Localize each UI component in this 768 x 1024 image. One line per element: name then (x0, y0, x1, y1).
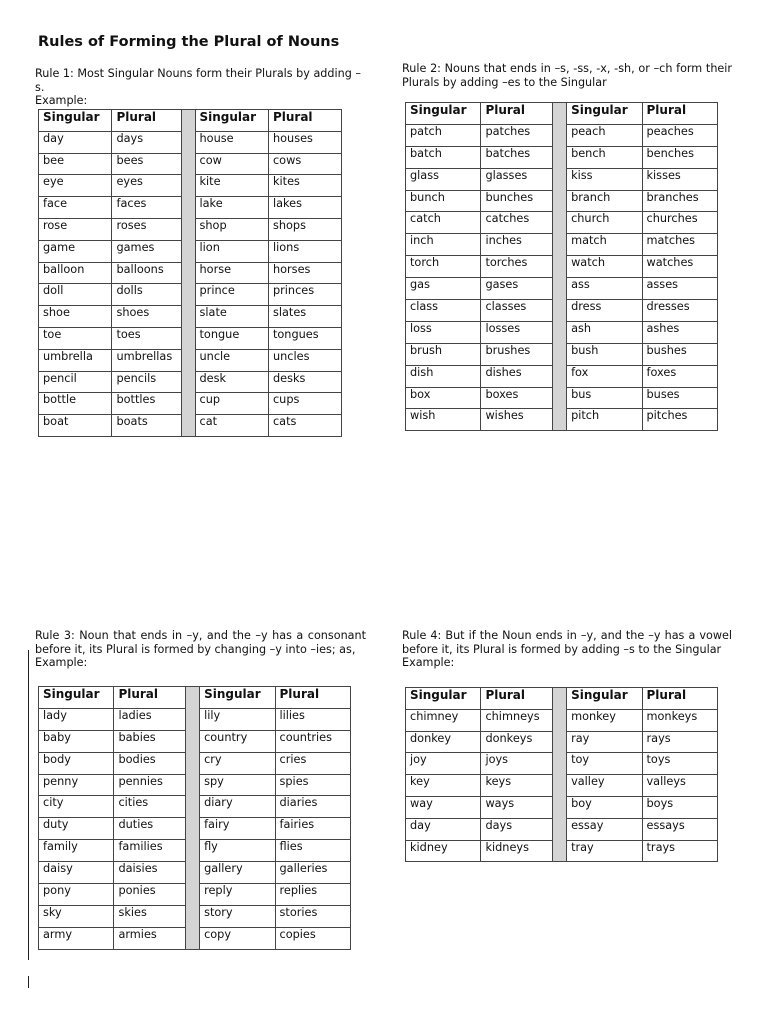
singular-cell: prince (195, 284, 268, 306)
plural-cell: duties (114, 818, 185, 840)
plural-cell: flies (275, 840, 351, 862)
singular-cell: gas (406, 278, 481, 300)
singular-cell: bee (39, 153, 112, 175)
plural-cell: essays (642, 818, 718, 840)
singular-cell: bottle (39, 393, 112, 415)
singular-cell: lake (195, 197, 268, 219)
table-header-row (39, 110, 342, 132)
plural-header: Plural (112, 110, 182, 132)
column-divider (185, 687, 199, 950)
singular-cell: diary (200, 796, 275, 818)
singular-cell: toy (567, 753, 642, 775)
plural-cell: balloons (112, 262, 182, 284)
plural-cell: chimneys (481, 709, 552, 731)
singular-cell: kidney (406, 840, 481, 862)
plural-cell: stories (275, 905, 351, 927)
plural-cell: pennies (114, 774, 185, 796)
singular-cell: fairy (200, 818, 275, 840)
singular-cell: story (200, 905, 275, 927)
plural-cell: families (114, 840, 185, 862)
singular-cell: batch (406, 146, 481, 168)
singular-header: Singular (406, 688, 481, 710)
table-header-row (406, 103, 718, 125)
plural-cell: pencils (112, 371, 182, 393)
plural-cell: skies (114, 905, 185, 927)
plural-cell: inches (481, 234, 552, 256)
singular-cell: bench (567, 146, 642, 168)
plural-cell: lilies (275, 708, 351, 730)
singular-cell: house (195, 131, 268, 153)
plural-cell: bottles (112, 393, 182, 415)
plural-header: Plural (481, 103, 552, 125)
rule-1-example-label: Example: (35, 94, 88, 107)
plural-cell: boys (642, 796, 718, 818)
singular-cell: joy (406, 753, 481, 775)
plural-cell: kisses (642, 168, 718, 190)
singular-cell: kite (195, 175, 268, 197)
plural-header: Plural (481, 688, 552, 710)
plural-cell: rays (642, 731, 718, 753)
plural-cell: days (481, 818, 552, 840)
plural-cell: glasses (481, 168, 552, 190)
column-divider (552, 688, 566, 862)
plural-cell: toys (642, 753, 718, 775)
plural-cell: cows (268, 153, 341, 175)
singular-cell: cry (200, 752, 275, 774)
page-title: Rules of Forming the Plural of Nouns (38, 34, 340, 50)
singular-cell: lion (195, 240, 268, 262)
plural-cell: keys (481, 775, 552, 797)
plural-cell: boxes (481, 387, 552, 409)
plural-cell: babies (114, 730, 185, 752)
plural-cell: spies (275, 774, 351, 796)
plural-cell: catches (481, 212, 552, 234)
plural-cell: umbrellas (112, 349, 182, 371)
singular-cell: valley (567, 775, 642, 797)
singular-cell: tongue (195, 327, 268, 349)
plural-cell: churches (642, 212, 718, 234)
singular-cell: lily (200, 708, 275, 730)
margin-line (28, 650, 29, 960)
singular-cell: toe (39, 327, 112, 349)
singular-cell: loss (406, 321, 481, 343)
plural-cell: galleries (275, 862, 351, 884)
plural-cell: ashes (642, 321, 718, 343)
plural-cell: patches (481, 124, 552, 146)
plural-cell: bees (112, 153, 182, 175)
singular-cell: lady (39, 708, 114, 730)
singular-cell: ray (567, 731, 642, 753)
plural-cell: classes (481, 300, 552, 322)
plural-cell: toes (112, 327, 182, 349)
plural-cell: armies (114, 927, 185, 949)
table-header-row (406, 688, 718, 710)
singular-cell: bus (567, 387, 642, 409)
singular-cell: fox (567, 365, 642, 387)
plural-cell: bodies (114, 752, 185, 774)
plural-cell: ponies (114, 884, 185, 906)
plural-cell: trays (642, 840, 718, 862)
rule-2-table (405, 102, 718, 431)
column-divider (182, 110, 195, 437)
singular-cell: body (39, 752, 114, 774)
plural-cell: branches (642, 190, 718, 212)
singular-cell: dish (406, 365, 481, 387)
singular-cell: dress (567, 300, 642, 322)
plural-cell: cities (114, 796, 185, 818)
singular-cell: bunch (406, 190, 481, 212)
plural-cell: uncles (268, 349, 341, 371)
plural-cell: dishes (481, 365, 552, 387)
plural-cell: cups (268, 393, 341, 415)
plural-cell: matches (642, 234, 718, 256)
rule-4-table (405, 687, 718, 862)
singular-cell: face (39, 197, 112, 219)
plural-cell: lions (268, 240, 341, 262)
plural-cell: monkeys (642, 709, 718, 731)
singular-cell: army (39, 927, 114, 949)
singular-cell: reply (200, 884, 275, 906)
singular-cell: glass (406, 168, 481, 190)
singular-cell: class (406, 300, 481, 322)
singular-cell: bush (567, 343, 642, 365)
plural-cell: wishes (481, 409, 552, 431)
singular-cell: cow (195, 153, 268, 175)
singular-cell: chimney (406, 709, 481, 731)
singular-cell: cat (195, 415, 268, 437)
plural-cell: countries (275, 730, 351, 752)
plural-cell: bunches (481, 190, 552, 212)
plural-cell: brushes (481, 343, 552, 365)
plural-cell: dresses (642, 300, 718, 322)
rule-4-description: Rule 4: But if the Noun ends in –y, and the –y has a vowel before it, its Plural is formed by adding –s to the Singular (402, 629, 732, 656)
plural-cell: replies (275, 884, 351, 906)
plural-cell: horses (268, 262, 341, 284)
singular-header: Singular (39, 687, 114, 709)
rule-4-text (402, 629, 732, 670)
singular-cell: day (39, 131, 112, 153)
singular-cell: torch (406, 256, 481, 278)
singular-cell: match (567, 234, 642, 256)
singular-cell: sky (39, 905, 114, 927)
rule-1-text (35, 67, 367, 108)
singular-cell: pencil (39, 371, 112, 393)
plural-cell: bushes (642, 343, 718, 365)
rule-3-description: Rule 3: Noun that ends in –y, and the –y has a consonant before it, its Plural is formed by changing –y into –ies; as, (35, 629, 366, 656)
rule-4-example-label: Example: (402, 656, 455, 669)
singular-header: Singular (200, 687, 275, 709)
singular-cell: baby (39, 730, 114, 752)
singular-cell: inch (406, 234, 481, 256)
plural-cell: benches (642, 146, 718, 168)
plural-cell: joys (481, 753, 552, 775)
rule-1-description: Rule 1: Most Singular Nouns form their Plurals by adding –s. (35, 67, 361, 94)
plural-cell: houses (268, 131, 341, 153)
plural-header: Plural (642, 688, 718, 710)
plural-cell: princes (268, 284, 341, 306)
plural-cell: eyes (112, 175, 182, 197)
plural-cell: valleys (642, 775, 718, 797)
singular-cell: boy (567, 796, 642, 818)
plural-cell: losses (481, 321, 552, 343)
singular-cell: pitch (567, 409, 642, 431)
plural-cell: donkeys (481, 731, 552, 753)
singular-cell: boat (39, 415, 112, 437)
singular-header: Singular (567, 688, 642, 710)
singular-cell: donkey (406, 731, 481, 753)
singular-cell: pony (39, 884, 114, 906)
singular-cell: watch (567, 256, 642, 278)
singular-cell: desk (195, 371, 268, 393)
singular-cell: doll (39, 284, 112, 306)
plural-header: Plural (642, 103, 718, 125)
plural-cell: desks (268, 371, 341, 393)
singular-cell: kiss (567, 168, 642, 190)
singular-cell: box (406, 387, 481, 409)
plural-cell: foxes (642, 365, 718, 387)
singular-header: Singular (406, 103, 481, 125)
plural-cell: copies (275, 927, 351, 949)
plural-cell: boats (112, 415, 182, 437)
plural-cell: shoes (112, 306, 182, 328)
singular-cell: monkey (567, 709, 642, 731)
plural-cell: cats (268, 415, 341, 437)
plural-cell: kidneys (481, 840, 552, 862)
singular-header: Singular (567, 103, 642, 125)
singular-header: Singular (39, 110, 112, 132)
rule-3-table (38, 686, 351, 950)
table-header-row (39, 687, 351, 709)
plural-cell: dolls (112, 284, 182, 306)
singular-cell: slate (195, 306, 268, 328)
plural-cell: slates (268, 306, 341, 328)
singular-cell: country (200, 730, 275, 752)
rule-3-example-label: Example: (35, 656, 88, 669)
singular-cell: copy (200, 927, 275, 949)
singular-cell: essay (567, 818, 642, 840)
singular-cell: church (567, 212, 642, 234)
singular-cell: tray (567, 840, 642, 862)
singular-cell: fly (200, 840, 275, 862)
singular-cell: wish (406, 409, 481, 431)
singular-cell: duty (39, 818, 114, 840)
plural-cell: batches (481, 146, 552, 168)
singular-cell: eye (39, 175, 112, 197)
singular-cell: family (39, 840, 114, 862)
plural-cell: peaches (642, 124, 718, 146)
singular-cell: city (39, 796, 114, 818)
plural-header: Plural (275, 687, 351, 709)
plural-cell: faces (112, 197, 182, 219)
singular-cell: balloon (39, 262, 112, 284)
singular-cell: horse (195, 262, 268, 284)
singular-cell: daisy (39, 862, 114, 884)
plural-cell: ladies (114, 708, 185, 730)
plural-cell: roses (112, 218, 182, 240)
singular-cell: shop (195, 218, 268, 240)
plural-cell: cries (275, 752, 351, 774)
rule-3-text (35, 629, 366, 670)
singular-cell: cup (195, 393, 268, 415)
plural-cell: days (112, 131, 182, 153)
plural-cell: torches (481, 256, 552, 278)
singular-cell: ass (567, 278, 642, 300)
rule-2-text (402, 62, 732, 89)
singular-cell: spy (200, 774, 275, 796)
column-divider (552, 103, 566, 431)
singular-cell: peach (567, 124, 642, 146)
singular-cell: key (406, 775, 481, 797)
singular-cell: rose (39, 218, 112, 240)
singular-header: Singular (195, 110, 268, 132)
plural-cell: games (112, 240, 182, 262)
singular-cell: catch (406, 212, 481, 234)
singular-cell: brush (406, 343, 481, 365)
singular-cell: game (39, 240, 112, 262)
plural-cell: lakes (268, 197, 341, 219)
singular-cell: way (406, 796, 481, 818)
plural-cell: asses (642, 278, 718, 300)
singular-cell: gallery (200, 862, 275, 884)
singular-cell: branch (567, 190, 642, 212)
singular-cell: shoe (39, 306, 112, 328)
plural-cell: buses (642, 387, 718, 409)
margin-tick (28, 976, 29, 988)
plural-cell: daisies (114, 862, 185, 884)
singular-cell: ash (567, 321, 642, 343)
plural-cell: kites (268, 175, 341, 197)
plural-cell: fairies (275, 818, 351, 840)
rule-1-table (38, 109, 342, 437)
singular-cell: penny (39, 774, 114, 796)
plural-cell: gases (481, 278, 552, 300)
rule-2-description: Rule 2: Nouns that ends in –s, -ss, -x, -sh, or –ch form their Plurals by adding –es to the Singular (402, 62, 732, 89)
plural-cell: pitches (642, 409, 718, 431)
singular-cell: uncle (195, 349, 268, 371)
plural-cell: diaries (275, 796, 351, 818)
plural-cell: shops (268, 218, 341, 240)
singular-cell: patch (406, 124, 481, 146)
plural-cell: ways (481, 796, 552, 818)
plural-cell: watches (642, 256, 718, 278)
singular-cell: day (406, 818, 481, 840)
plural-header: Plural (114, 687, 185, 709)
plural-cell: tongues (268, 327, 341, 349)
singular-cell: umbrella (39, 349, 112, 371)
plural-header: Plural (268, 110, 341, 132)
